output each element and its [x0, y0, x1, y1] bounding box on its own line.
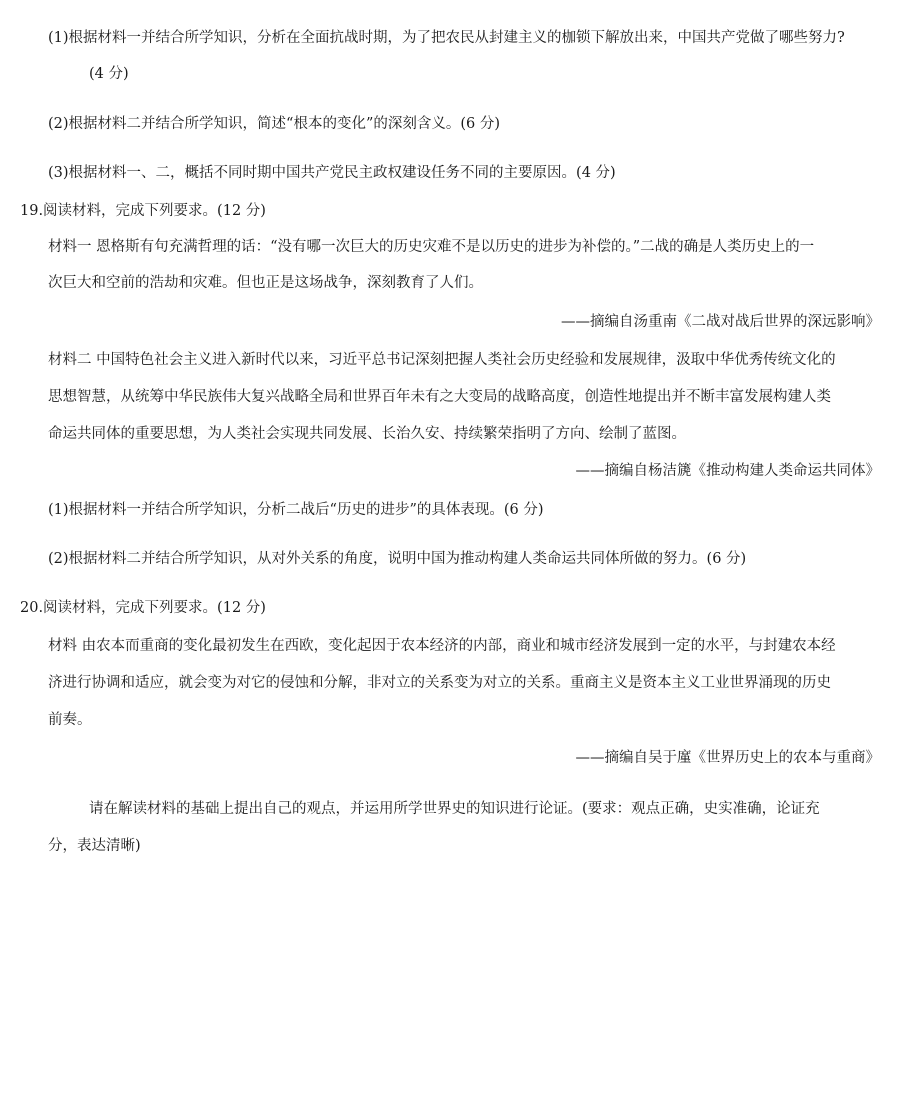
q19-sub1: (1)根据材料一并结合所学知识，分析二战后“历史的进步”的具体表现。(6 分) — [48, 502, 544, 518]
q18-sub1-points: (4 分) — [89, 66, 129, 82]
q20-material-line2: 济进行协调和适应，就会变为对它的侵蚀和分解，非对立的关系变为对立的关系。重商主义是资本主义工业世界涌现的历史 — [48, 675, 831, 691]
q20-header: 20.阅读材料，完成下列要求。(12 分) — [20, 600, 266, 616]
q19-material2-line3: 命运共同体的重要思想，为人类社会实现共同发展、长治久安、持续繁荣指明了方向、绘制了蓝图。 — [48, 426, 686, 442]
q19-header: 19.阅读材料，完成下列要求。(12 分) — [20, 203, 266, 219]
q19-material1-line2: 次巨大和空前的浩劫和灾难。但也正是这场战争，深刻教育了人们。 — [48, 275, 483, 291]
q19-sub2: (2)根据材料二并结合所学知识，从对外关系的角度，说明中国为推动构建人类命运共同体所做的努力。(6 分) — [48, 551, 747, 567]
q20-task-line2: 分，表达清晰) — [48, 838, 141, 854]
q18-sub1-line1: (1)根据材料一并结合所学知识，分析在全面抗战时期，为了把农民从封建主义的枷锁下解放出来，中国共产党做了哪些努力? — [48, 30, 845, 46]
q19-material1-line1: 材料一 恩格斯有句充满哲理的话：“没有哪一次巨大的历史灾难不是以历史的进步为补偿的。”二战的确是人类历史上的一 — [48, 239, 815, 255]
q19-material2-line2: 思想智慧，从统筹中华民族伟大复兴战略全局和世界百年未有之大变局的战略高度，创造性地提出并不断丰富发展构建人类 — [48, 389, 831, 405]
q18-sub3: (3)根据材料一、二，概括不同时期中国共产党民主政权建设任务不同的主要原因。(4 分) — [48, 165, 616, 181]
q18-sub2: (2)根据材料二并结合所学知识，简述“根本的变化”的深刻含义。(6 分) — [48, 116, 501, 132]
q20-material-source: ——摘编自吴于廑《世界历史上的农本与重商》 — [575, 750, 880, 766]
q19-material2-source: ——摘编自杨洁篪《推动构建人类命运共同体》 — [575, 463, 880, 479]
q20-material-line1: 材料 由农本而重商的变化最初发生在西欧，变化起因于农本经济的内部，商业和城市经济发展到一定的水平，与封建农本经 — [48, 638, 836, 654]
q20-material-line3: 前奏。 — [48, 712, 92, 728]
q20-task-line1: 请在解读材料的基础上提出自己的观点，并运用所学世界史的知识进行论证。(要求：观点正确，史实准确，论证充 — [89, 801, 820, 817]
q19-material1-source: ——摘编自汤重南《二战对战后世界的深远影响》 — [561, 314, 880, 330]
q19-material2-line1: 材料二 中国特色社会主义进入新时代以来，习近平总书记深刻把握人类社会历史经验和发展规律，汲取中华优秀传统文化的 — [48, 352, 836, 368]
